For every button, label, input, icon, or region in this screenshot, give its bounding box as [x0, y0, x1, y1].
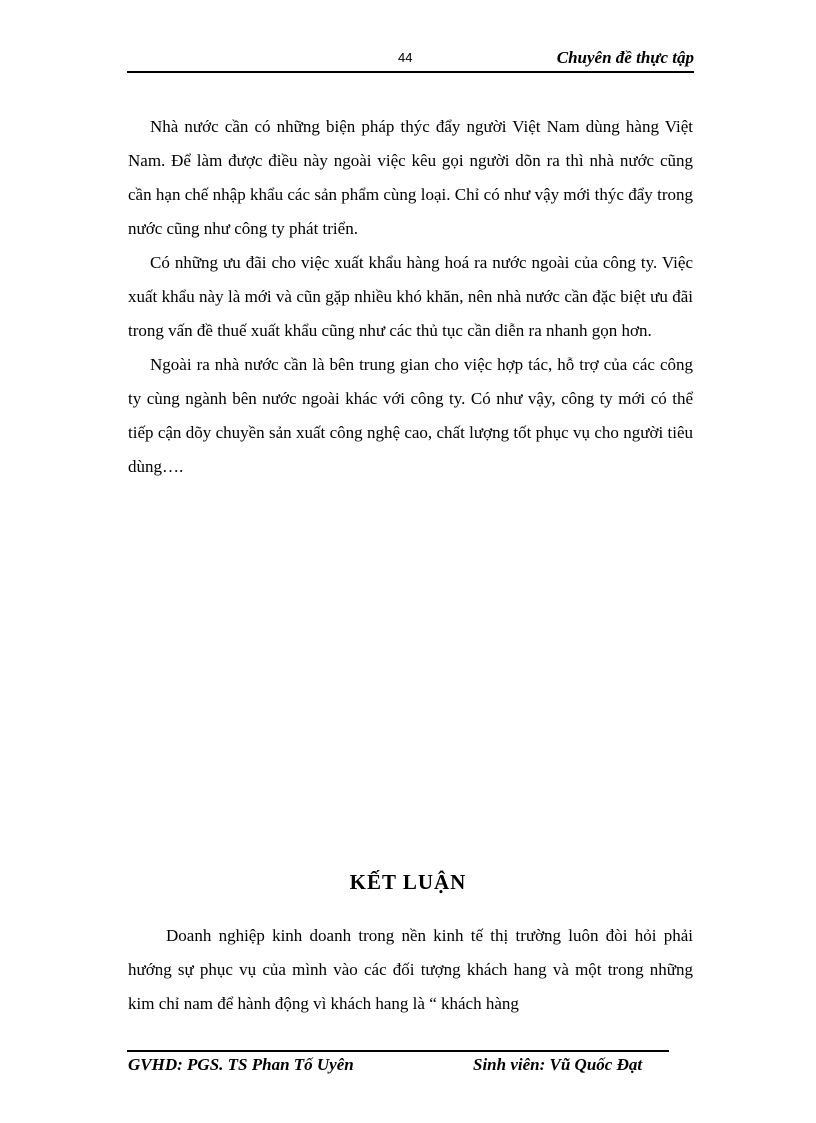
header-divider — [127, 71, 694, 73]
footer-divider — [127, 1050, 669, 1052]
conclusion-heading: KẾT LUẬN — [349, 870, 467, 894]
page-number: 44 — [398, 50, 413, 65]
body-section — [128, 110, 693, 484]
body-paragraph-1: Nhà nước cần có những biện pháp thýc đẩy người Việt Nam dùng hàng Việt Nam. Để làm được điều này ngoài việc kêu gọi người dõn ra thì nhà nước cũng cần hạn chế nhập khẩu các sản phẩm cùng loại. Chỉ có như vậy mới thýc đẩy trong nước cũng như công ty phát triển. — [128, 117, 693, 238]
body-paragraph-2: Có những ưu đãi cho việc xuất khẩu hàng hoá ra nước ngoài của công ty. Việc xuất khẩu này là mới và cũn gặp nhiều khó khăn, nên nhà nước cần đặc biệt ưu đãi trong vấn đề thuế xuất khẩu cũng như các thủ tục cần diễn ra nhanh gọn hơn. — [128, 253, 693, 340]
footer-student: Sinh viên: Vũ Quốc Đạt — [473, 1055, 643, 1074]
header-title: Chuyên đề thực tập — [556, 48, 694, 67]
body-paragraph-3: Ngoài ra nhà nước cần là bên trung gian cho việc hợp tác, hỗ trợ của các công ty cùng ngành bên nước ngoài khác với công ty. Có như vậy, công ty mới có thể tiếp cận dõy chuyền sản xuất công nghệ cao, chất lượng tốt phục vụ cho người tiêu dùng…. — [128, 355, 693, 476]
footer-advisor: GVHD: PGS. TS Phan Tố Uyên — [128, 1055, 354, 1074]
conclusion-paragraph-1: Doanh nghiệp kinh doanh trong nền kinh tế thị trường luôn đòi hỏi phải hướng sự phục vụ của mình vào các đối tượng khách hang và một trong những kim chỉ nam để hành động vì khách hang là “ khách hàng — [128, 926, 693, 1013]
conclusion-section — [128, 919, 693, 1021]
